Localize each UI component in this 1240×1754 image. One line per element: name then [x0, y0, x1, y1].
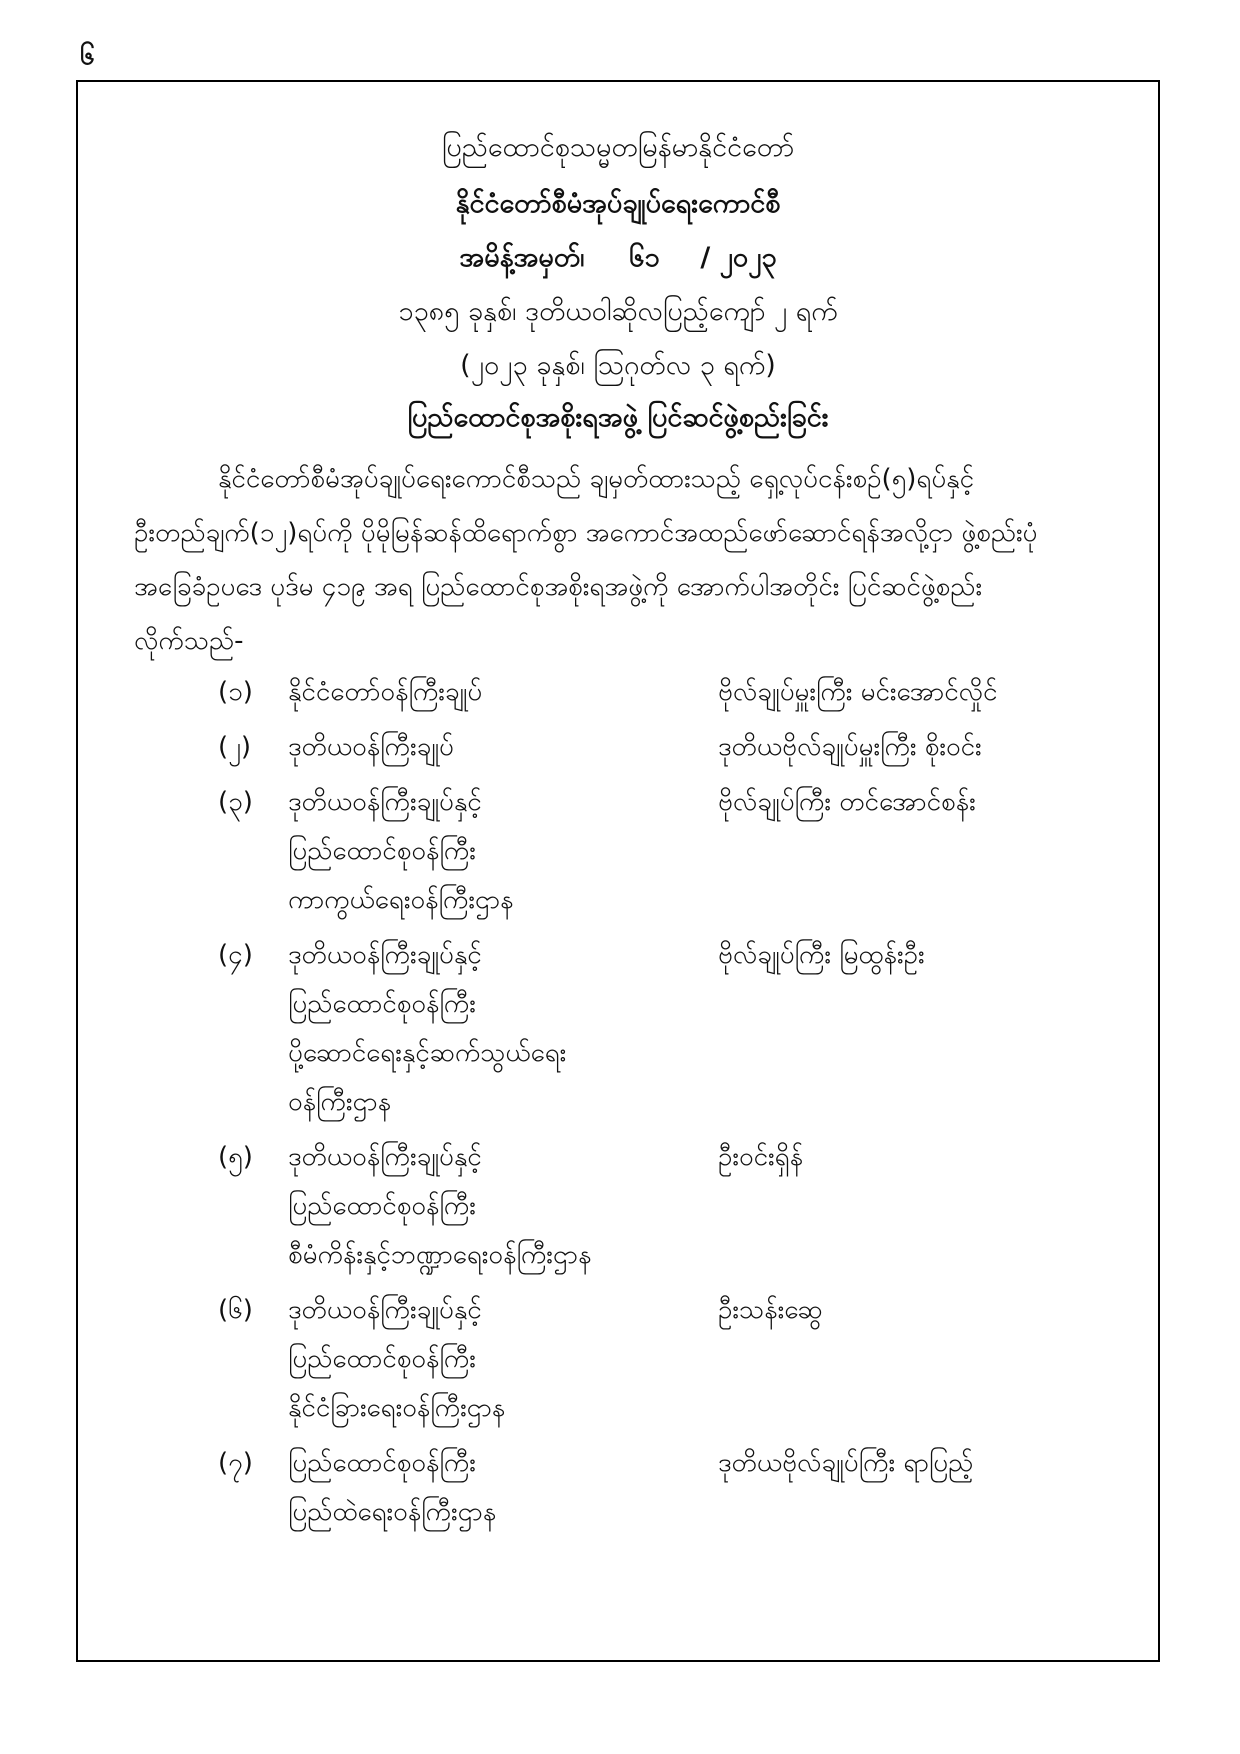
- appointment-title-line: ကာကွယ်ရေးဝန်ကြီးဌာန: [288, 885, 514, 915]
- appointment-title-line: နိုင်ငံခြားရေးဝန်ကြီးဌာန: [288, 1393, 506, 1423]
- order-subject: ပြည်ထောင်စုအစိုးရအဖွဲ့ ပြင်ဆင်ဖွဲ့စည်းခြင်း: [407, 402, 829, 433]
- appointment-number: (၃): [218, 787, 253, 817]
- appointment-title-line: ဒုတိယဝန်ကြီးချုပ်နှင့်: [288, 787, 482, 817]
- appointment-title-line: ဒုတိယဝန်ကြီးချုပ်: [288, 732, 454, 762]
- appointment-title-line: ပြည်ထောင်စုဝန်ကြီး: [288, 1191, 476, 1221]
- appointment-title-line: ပြည်ထောင်စုဝန်ကြီး: [288, 836, 476, 866]
- appointment-number: (၄): [218, 940, 253, 970]
- date-gregorian: (၂၀၂၃ ခုနှစ်၊ ဩဂုတ်လ ၃ ရက်): [460, 350, 776, 381]
- appointment-title-line: ဒုတိယဝန်ကြီးချုပ်နှင့်: [288, 1295, 482, 1325]
- body-line: အခြေခံဥပဒေ ပုဒ်မ ၄၁၉ အရ ပြည်ထောင်စုအစိုးရအဖွဲ့ကို အောက်ပါအတိုင်း ပြင်ဆင်ဖွဲ့စည်း: [134, 572, 983, 602]
- document-frame: [76, 80, 1160, 1662]
- order-number: ၆၁: [629, 242, 660, 273]
- appointment-title-line: ဒုတိယဝန်ကြီးချုပ်နှင့်: [288, 1142, 482, 1172]
- appointment-holder: ဗိုလ်ချုပ်ကြီး မြထွန်းဦး: [718, 940, 925, 970]
- appointment-holder: ဒုတိယဗိုလ်ချုပ်ကြီး ရာပြည့်: [718, 1448, 974, 1478]
- appointment-holder: ဗိုလ်ချုပ်ကြီး တင်အောင်စန်း: [718, 787, 976, 817]
- appointment-number: (၂): [218, 732, 252, 762]
- appointment-title-line: ဝန်ကြီးဌာန: [288, 1087, 392, 1117]
- appointment-number: (၆): [218, 1295, 253, 1325]
- body-line: ဦးတည်ချက်(၁၂)ရပ်ကို ပိုမိုမြန်ဆန်ထိရောက်စွာ အကောင်အထည်ဖော်ဆောင်ရန်အလို့ငှာ ဖွဲ့စည်းပုံ: [134, 518, 1038, 548]
- order-label: အမိန့်အမှတ်၊: [459, 242, 585, 273]
- appointment-holder: ဗိုလ်ချုပ်မှူးကြီး မင်းအောင်လှိုင်: [718, 677, 998, 707]
- appointment-title-line: ပြည်ထောင်စုဝန်ကြီး: [288, 989, 476, 1019]
- appointment-title-line: နိုင်ငံတော်ဝန်ကြီးချုပ်: [288, 677, 483, 707]
- order-number-line: [78, 240, 1158, 280]
- body-paragraph: [134, 452, 1106, 668]
- appointment-title-line: ပြည်ထောင်စုဝန်ကြီး: [288, 1344, 476, 1374]
- appointment-title-line: ပြည်ထောင်စုဝန်ကြီး: [288, 1448, 476, 1478]
- appointment-holder: ဦးသန်းဆွေ: [718, 1295, 823, 1325]
- page-number: ၆: [80, 41, 95, 71]
- appointment-title-line: ဒုတိယဝန်ကြီးချုပ်နှင့်: [288, 940, 482, 970]
- appointment-title-line: စီမံကိန်းနှင့်ဘဏ္ဍာရေးဝန်ကြီးဌာန: [288, 1240, 592, 1270]
- appointment-number: (၅): [218, 1142, 253, 1172]
- appointment-holder: ဦးဝင်းရှိန်: [718, 1142, 804, 1172]
- appointment-holder: ဒုတိယဗိုလ်ချုပ်မှူးကြီး စိုးဝင်း: [718, 732, 982, 762]
- appointment-title-line: ပြည်ထဲရေးဝန်ကြီးဌာန: [288, 1497, 497, 1527]
- date-myanmar: ၁၃၈၅ ခုနှစ်၊ ဒုတိယဝါဆိုလပြည့်ကျော် ၂ ရက်: [398, 296, 838, 327]
- header-council: နိုင်ငံတော်စီမံအုပ်ချုပ်ရေးကောင်စီ: [455, 188, 781, 219]
- header-country: ပြည်ထောင်စုသမ္မတမြန်မာနိုင်ငံတော်: [441, 132, 795, 163]
- appointment-number: (၁): [218, 677, 253, 707]
- appointment-number: (၇): [218, 1448, 253, 1478]
- order-year: / ၂၀၂၃: [700, 242, 777, 273]
- body-line: နိုင်ငံတော်စီမံအုပ်ချုပ်ရေးကောင်စီသည် ချမှတ်ထားသည့် ရှေ့လုပ်ငန်းစဉ်(၅)ရပ်နှင့်: [218, 464, 975, 494]
- appointment-title-line: ပို့ဆောင်ရေးနှင့်ဆက်သွယ်ရေး: [288, 1038, 567, 1068]
- body-line: လိုက်သည်-: [134, 626, 244, 656]
